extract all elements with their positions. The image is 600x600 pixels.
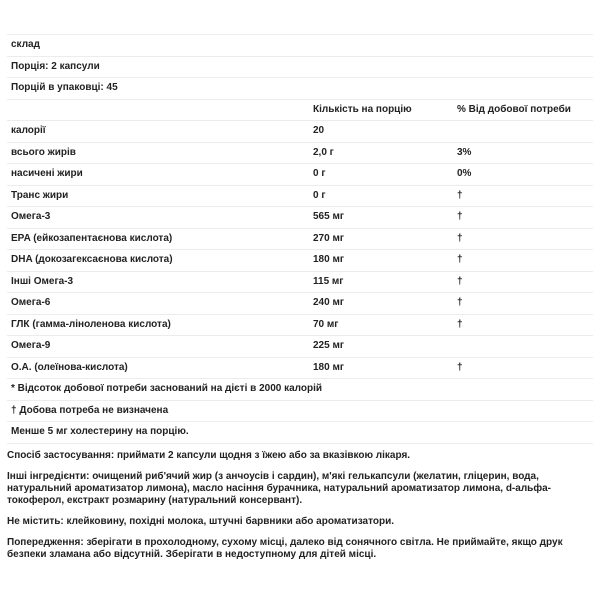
table-row xyxy=(7,336,593,358)
nutrient-name: калорії xyxy=(7,121,309,143)
table-row xyxy=(7,357,593,379)
warnings: Попередження: зберігати в прохолодному, сухому місці, далеко від сонячного світла. Не приймайте, якщо друк безпеки зламана або відсутній. Зберігати в недоступному для дітей місці. xyxy=(7,537,563,560)
header-daily-value: % Від добової потреби xyxy=(453,99,593,121)
nutrient-daily-value: † xyxy=(453,250,593,272)
footnote-row xyxy=(7,379,593,401)
table-row xyxy=(7,164,593,186)
nutrient-name: О.А. (олеїнова-кислота) xyxy=(7,357,309,379)
nutrient-amount: 0 г xyxy=(309,185,453,207)
nutrient-name: DHA (докозагексаєнова кислота) xyxy=(7,250,309,272)
nutrient-name: насичені жири xyxy=(7,164,309,186)
info-row-composition xyxy=(7,35,593,57)
nutrient-amount: 2,0 г xyxy=(309,142,453,164)
nutrient-amount: 0 г xyxy=(309,164,453,186)
nutrient-amount: 115 мг xyxy=(309,271,453,293)
serving-size-label: Порція: 2 капсули xyxy=(7,56,593,78)
table-row xyxy=(7,293,593,315)
footnote-daily-value-basis: * Відсоток добової потреби заснований на дієті в 2000 калорій xyxy=(7,379,593,401)
table-row xyxy=(7,271,593,293)
footnote-not-established: † Добова потреба не визначена xyxy=(7,400,593,422)
footnote-row xyxy=(7,422,593,444)
product-notes xyxy=(7,450,593,570)
nutrient-name: Омега-6 xyxy=(7,293,309,315)
nutrient-daily-value: † xyxy=(453,185,593,207)
nutrient-amount: 240 мг xyxy=(309,293,453,315)
nutrient-amount: 565 мг xyxy=(309,207,453,229)
servings-per-container-label: Порцій в упаковці: 45 xyxy=(7,78,593,100)
info-row-servings-per-container xyxy=(7,78,593,100)
info-row-serving-size xyxy=(7,56,593,78)
nutrient-name: всього жирів xyxy=(7,142,309,164)
table-header-row xyxy=(7,99,593,121)
nutrient-daily-value: † xyxy=(453,293,593,315)
nutrient-amount: 20 xyxy=(309,121,453,143)
usage-instructions: Спосіб застосування: приймати 2 капсули щодня з їжею або за вказівкою лікаря. xyxy=(7,450,411,461)
nutrient-daily-value: † xyxy=(453,207,593,229)
table-row xyxy=(7,314,593,336)
nutrient-name: Транс жири xyxy=(7,185,309,207)
nutrient-name: Омега-9 xyxy=(7,336,309,358)
supplement-facts-table xyxy=(7,34,593,444)
nutrient-daily-value: 3% xyxy=(453,142,593,164)
nutrient-amount: 70 мг xyxy=(309,314,453,336)
nutrient-name: ГЛК (гамма-ліноленова кислота) xyxy=(7,314,309,336)
nutrient-daily-value: † xyxy=(453,271,593,293)
nutrient-daily-value: † xyxy=(453,314,593,336)
composition-label: склад xyxy=(7,35,593,57)
nutrient-amount: 225 мг xyxy=(309,336,453,358)
nutrient-name: EPA (ейкозапентаєнова кислота) xyxy=(7,228,309,250)
footnote-row xyxy=(7,400,593,422)
footnote-cholesterol: Менше 5 мг холестерину на порцію. xyxy=(7,422,593,444)
nutrient-daily-value: 0% xyxy=(453,164,593,186)
supplement-facts xyxy=(7,34,593,444)
header-name xyxy=(7,99,309,121)
nutrient-daily-value: † xyxy=(453,228,593,250)
header-amount: Кількість на порцію xyxy=(309,99,453,121)
nutrient-daily-value xyxy=(453,121,593,143)
nutrient-name: Інші Омега-3 xyxy=(7,271,309,293)
table-row xyxy=(7,207,593,229)
nutrient-daily-value xyxy=(453,336,593,358)
table-row xyxy=(7,185,593,207)
table-row xyxy=(7,228,593,250)
nutrient-amount: 180 мг xyxy=(309,357,453,379)
table-row xyxy=(7,250,593,272)
nutrient-amount: 270 мг xyxy=(309,228,453,250)
free-of-statement: Не містить: клейковину, похідні молока, штучні барвники або ароматизатори. xyxy=(7,516,395,527)
table-row xyxy=(7,121,593,143)
nutrient-daily-value: † xyxy=(453,357,593,379)
nutrient-amount: 180 мг xyxy=(309,250,453,272)
other-ingredients: Інші інгредієнти: очищений риб'ячий жир (з анчоусів і сардин), м'які гелькапсули (желатин, гліцерин, вода, натуральний ароматизатор лимона), масло насіння бурачника, натуральний ароматизатор лимона, d-альфа-токоферол, екстракт розмарину (натуральний консервант). xyxy=(7,471,551,506)
nutrient-name: Омега-3 xyxy=(7,207,309,229)
table-row xyxy=(7,142,593,164)
